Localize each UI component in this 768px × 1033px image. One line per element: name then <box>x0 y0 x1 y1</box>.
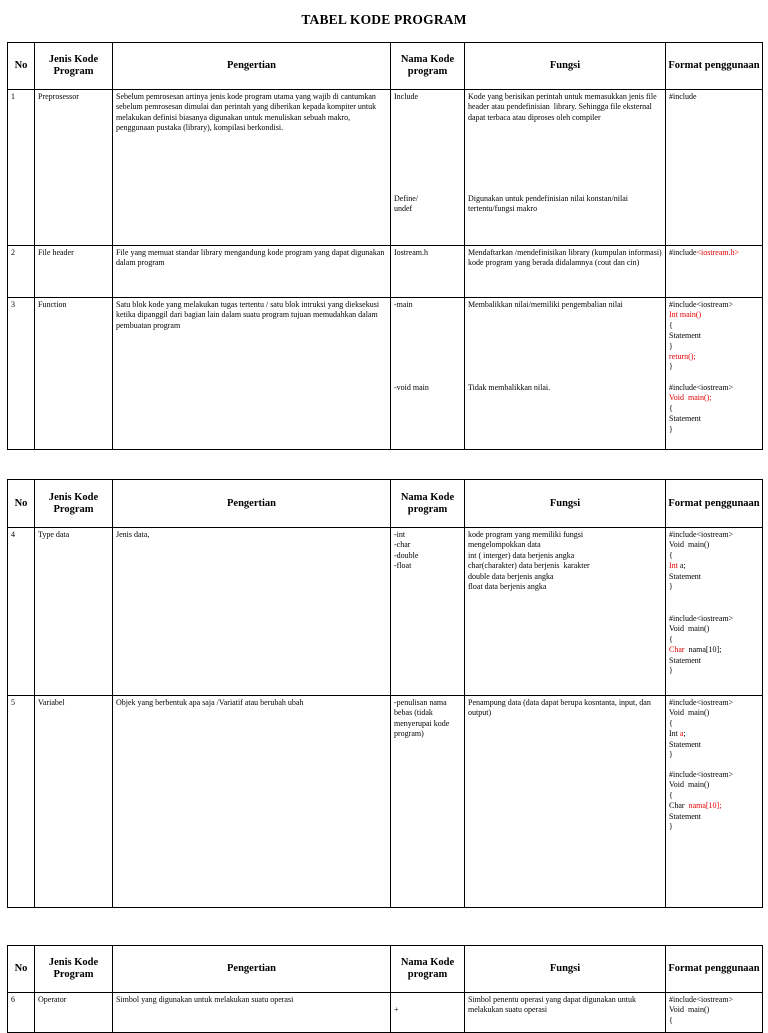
code-line: Void main() <box>669 1005 710 1015</box>
code-line: } <box>669 750 673 760</box>
row-jenis: Type data <box>35 528 113 696</box>
table-header-row <box>8 43 763 90</box>
fungsi-line: kode program yang memiliki fungsi <box>468 530 584 539</box>
row-nama <box>391 298 465 450</box>
code-text: Char <box>669 801 689 811</box>
code-line: } <box>669 341 673 351</box>
row-no: 2 <box>8 246 35 298</box>
fungsi-define: Digunakan untuk pendefinisian nilai konstan/nilai tertentu/fungsi makro <box>468 194 630 214</box>
header-nama: Nama Kode program <box>391 43 465 90</box>
header-nama: Nama Kode program <box>391 946 465 993</box>
table-row <box>8 993 763 1033</box>
row-format <box>666 298 763 450</box>
nama-define: Define/ <box>394 194 418 203</box>
code-line: } <box>669 822 673 832</box>
nama-main: -main <box>394 300 413 309</box>
code-line: #include<iostream> <box>669 770 734 779</box>
format-iostream-h: <iostream.h> <box>696 248 740 257</box>
header-format: Format penggunaan <box>666 946 763 993</box>
code-line: #include<iostream> <box>669 995 734 1004</box>
table-header-row <box>8 946 763 993</box>
row-pengertian: Simbol yang digunakan untuk melakukan suatu operasi <box>113 993 391 1033</box>
header-pengertian: Pengertian <box>113 946 391 993</box>
table-header-row <box>8 480 763 528</box>
row-format <box>666 246 763 298</box>
table-row <box>8 246 763 298</box>
row-fungsi: Simbol penentu operasi yang dapat digunakan untuk melakukan suatu operasi <box>465 993 666 1033</box>
row-fungsi: Mendaftarkan /mendefinisikan library (kumpulan informasi) kode program yang berada didalamnya (cout dan cin) <box>465 246 666 298</box>
header-fungsi: Fungsi <box>465 480 666 528</box>
code-line <box>669 801 759 811</box>
code-line: { <box>669 320 673 330</box>
header-no: No <box>8 43 35 90</box>
table-row <box>8 696 763 908</box>
code-line: } <box>669 362 673 372</box>
row-fungsi: Penampung data (data dapat berupa kosntanta, input, dan output) <box>465 696 666 908</box>
header-no: No <box>8 946 35 993</box>
code-line: { <box>669 634 673 644</box>
nama-undef: undef <box>394 204 413 214</box>
code-table-2 <box>7 479 763 908</box>
row-pengertian: Jenis data, <box>113 528 391 696</box>
code-keyword: Int <box>669 561 678 571</box>
code-line: #include<iostream> <box>669 698 734 707</box>
row-format <box>666 993 763 1033</box>
header-nama: Nama Kode program <box>391 480 465 528</box>
code-line: { <box>669 403 673 413</box>
nama-line: -float <box>394 561 412 571</box>
row-jenis: Function <box>35 298 113 450</box>
code-line: #include<iostream> <box>669 383 734 392</box>
nama-line: -double <box>394 550 419 560</box>
code-line: { <box>669 790 673 800</box>
row-jenis: Operator <box>35 993 113 1033</box>
header-pengertian: Pengertian <box>113 43 391 90</box>
table-row <box>8 298 763 450</box>
nama-void-main: -void main <box>394 383 429 392</box>
code-line: } <box>669 424 673 434</box>
header-format: Format penggunaan <box>666 43 763 90</box>
row-no: 4 <box>8 528 35 696</box>
code-text: Int <box>669 729 680 739</box>
row-no: 6 <box>8 993 35 1033</box>
code-line: } <box>669 666 673 676</box>
page-title: TABEL KODE PROGRAM <box>301 12 467 27</box>
code-line: Void main() <box>669 540 710 550</box>
row-jenis: Variabel <box>35 696 113 908</box>
row-nama <box>391 90 465 246</box>
header-jenis: Jenis Kode Program <box>35 43 113 90</box>
code-text: a; <box>677 561 686 571</box>
nama-line: -int <box>394 530 406 539</box>
code-line: #include<iostream> <box>669 614 734 623</box>
row-nama: -penulisan nama bebas (tidak menyerupai kode program) <box>391 696 465 908</box>
row-format <box>666 696 763 908</box>
header-jenis: Jenis Kode Program <box>35 480 113 528</box>
fungsi-line: double data berjenis angka <box>468 571 554 581</box>
table-row <box>8 528 763 696</box>
header-pengertian: Pengertian <box>113 480 391 528</box>
code-line: Statement <box>669 331 701 341</box>
code-line <box>669 561 759 571</box>
header-no: No <box>8 480 35 528</box>
code-table-3 <box>7 945 763 1033</box>
header-jenis: Jenis Kode Program <box>35 946 113 993</box>
row-pengertian: File yang memuat standar library mengandung kode program yang dapat digunakan dalam program <box>113 246 391 298</box>
code-table-1 <box>7 42 763 450</box>
fungsi-line: char(charakter) data berjenis karakter <box>468 561 590 571</box>
nama-plus: + <box>394 1005 399 1014</box>
code-line: { <box>669 718 673 728</box>
fungsi-void-main: Tidak membalikkan nilai. <box>468 383 551 392</box>
code-text: ; <box>683 729 686 739</box>
code-line: #include<iostream> <box>669 300 734 309</box>
fungsi-main: Membalikkan nilai/memiliki pengembalian nilai <box>468 300 623 309</box>
row-jenis: File header <box>35 246 113 298</box>
fungsi-line: int ( interger) data berjenis angka <box>468 550 575 560</box>
row-fungsi <box>465 298 666 450</box>
format-include: #include <box>669 248 697 257</box>
fungsi-line: float data berjenis angka <box>468 582 547 592</box>
row-nama <box>391 528 465 696</box>
row-jenis: Preprosessor <box>35 90 113 246</box>
code-line: Void main(); <box>669 393 712 403</box>
header-fungsi: Fungsi <box>465 43 666 90</box>
row-format <box>666 528 763 696</box>
row-no: 1 <box>8 90 35 246</box>
code-line: #include<iostream> <box>669 530 734 539</box>
row-nama: Iostream.h <box>391 246 465 298</box>
row-pengertian: Satu blok kode yang melakukan tugas tertentu / satu blok intruksi yang dieksekusi ketika dipanggil dari bagian lain dalam suatu program tujuan memudahkan dalam pembuatan program <box>113 298 391 450</box>
row-pengertian: Sebelum pemrosesan artinya jenis kode program utama yang wajib di cantumkan sebelum pemrosesan dimulai dan perintah yang diberikan kepada kompiter untuk melakukan definisi biasanya digunakan untuk menuliskan sebuah makro, penggunaan pustaka (library), kompilasi berkondisi. <box>113 90 391 246</box>
row-fungsi <box>465 528 666 696</box>
header-fungsi: Fungsi <box>465 946 666 993</box>
code-line: Statement <box>669 571 701 581</box>
code-line: Int main() <box>669 310 702 320</box>
code-variable: a <box>679 729 684 739</box>
fungsi-include: Kode yang berisikan perintah untuk memasukkan jenis file header atau pendefinisian library. Sehingga file eksternal dapat terbaca atau diproses oleh compiler <box>468 92 659 122</box>
code-line <box>669 729 759 739</box>
code-line: Void main() <box>669 624 710 634</box>
code-line: Statement <box>669 739 701 749</box>
code-line: Void main() <box>669 780 710 790</box>
row-no: 3 <box>8 298 35 450</box>
code-text: nama[10]; <box>684 645 722 655</box>
row-no: 5 <box>8 696 35 908</box>
code-variable: nama[10]; <box>688 801 722 811</box>
code-line: Statement <box>669 414 701 424</box>
nama-line: -char <box>394 540 411 550</box>
code-line: Statement <box>669 655 701 665</box>
row-pengertian: Objek yang berbentuk apa saja /Variatif atau berubah ubah <box>113 696 391 908</box>
code-line: } <box>669 582 673 592</box>
code-line: Void main() <box>669 708 710 718</box>
code-line: { <box>669 1015 673 1025</box>
code-line: { <box>669 550 673 560</box>
row-format: #include <box>666 90 763 246</box>
fungsi-line: mengelompokkan data <box>468 540 541 550</box>
code-line: return(); <box>669 352 696 362</box>
nama-include: Include <box>394 92 418 101</box>
table-row <box>8 90 763 246</box>
row-nama <box>391 993 465 1033</box>
code-keyword: Char <box>669 645 685 655</box>
code-line: Statement <box>669 811 701 821</box>
code-line <box>669 645 759 655</box>
row-fungsi <box>465 90 666 246</box>
header-format: Format penggunaan <box>666 480 763 528</box>
